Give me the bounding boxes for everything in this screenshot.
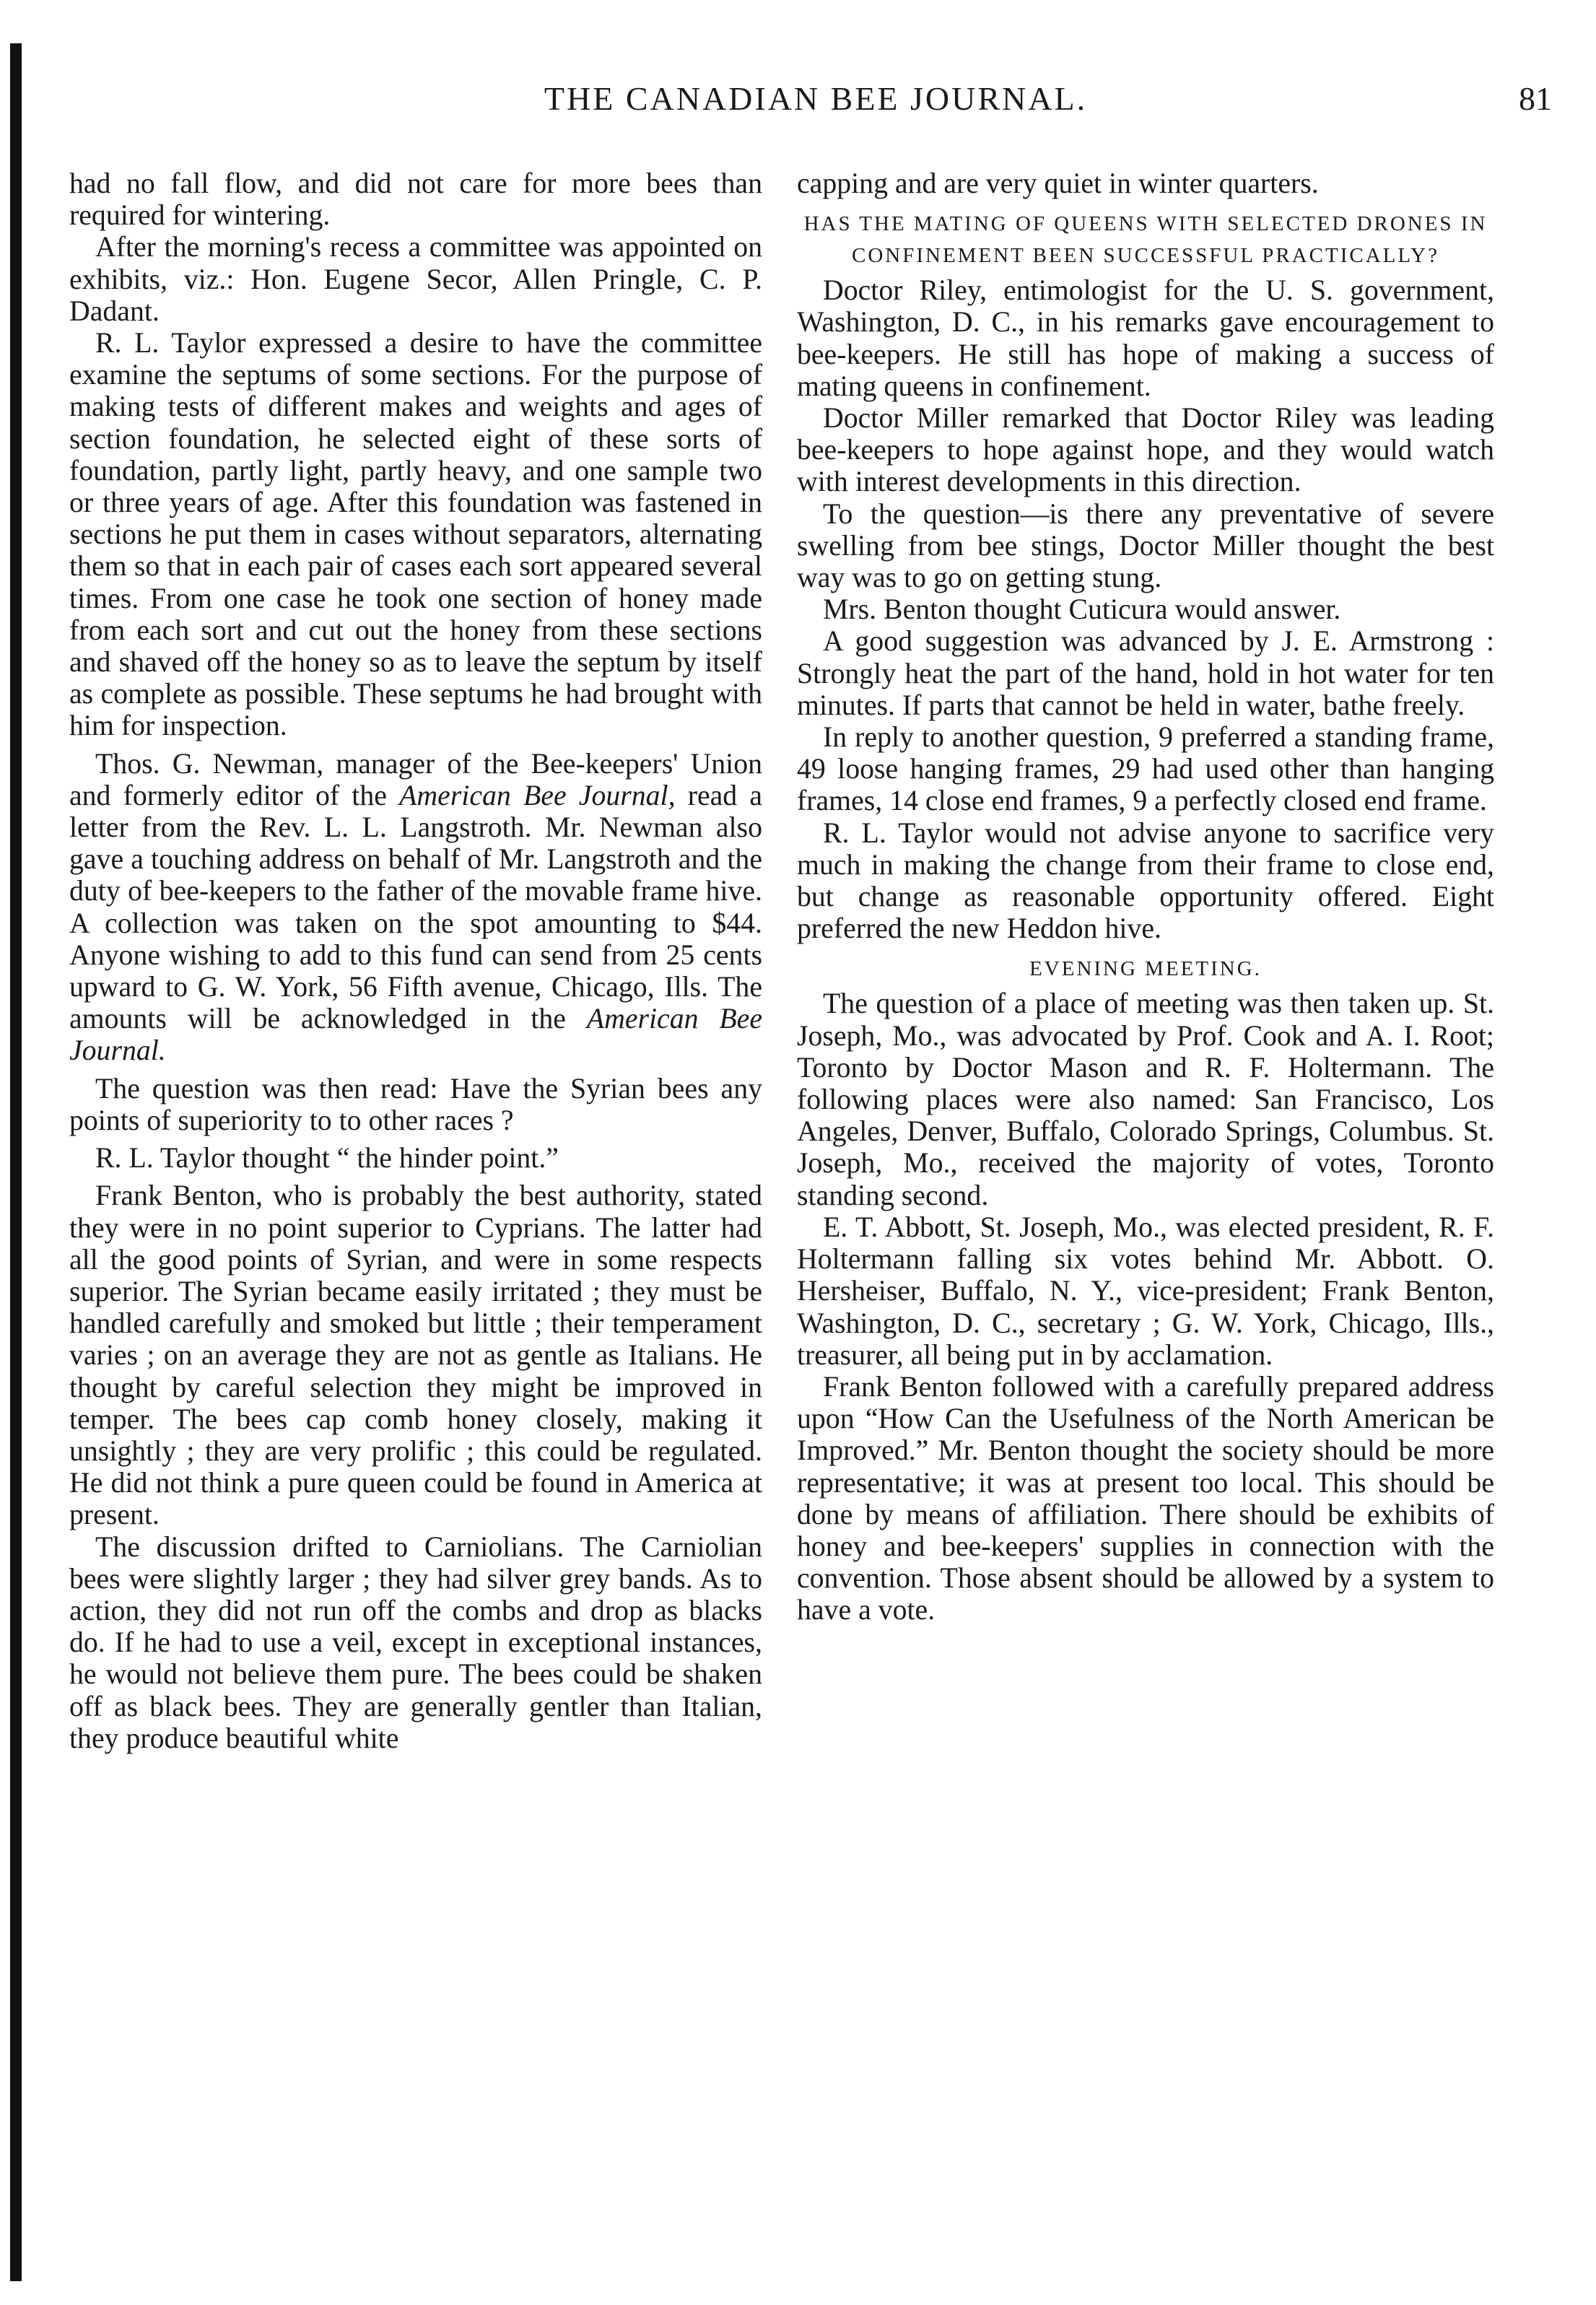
binding-edge [10, 43, 22, 2281]
paragraph-text: read a letter from the Rev. L. L. Langstroth. Mr. Newman also gave a touching address on behalf of Mr. Langstroth and the duty of bee-keepers to the father of the movable frame hive. A collection was taken on the spot amounting to $44. Anyone wishing to add to this fund can send from 25 cents upward to G. W. York, 56 Fifth avenue, Chicago, Ills. The amounts will be acknowledged in the [69, 779, 763, 1035]
paragraph: Mrs. Benton thought Cuticura would answer. [823, 593, 1341, 626]
journal-title: THE CANADIAN BEE JOURNAL. [544, 80, 1088, 117]
paragraph: To the question—is there any preventative of severe swelling from bee stings, Doctor Miller thought the best way was to go on getting stung. [797, 497, 1494, 594]
left-column [69, 167, 762, 1754]
paragraph: In reply to another question, 9 preferred a standing frame, 49 loose hanging frames, 29 had used other than hanging frames, 14 close end frames, 9 a perfectly closed end frame. [797, 721, 1494, 817]
paragraph: R. L. Taylor thought “ the hinder point.” [95, 1142, 559, 1175]
paragraph: The question of a place of meeting was then taken up. St. Joseph, Mo., was advocated by Prof. Cook and A. I. Root; Toronto by Doctor Mason and R. F. Holtermann. The following places were also named: San Francisco, Los Angeles, Denver, Buffalo, Colorado Springs, Columbus. St. Joseph, Mo., received the majority of votes, Toronto standing second. [797, 988, 1494, 1211]
section-heading: HAS THE MATING OF QUEENS WITH SELECTED DRONES IN CONFINEMENT BEEN SUCCESSFUL PRACTICALLY? [803, 212, 1488, 268]
journal-name: American Bee Journal. [69, 1003, 762, 1067]
paragraph: had no fall flow, and did not care for more bees than required for wintering. [69, 167, 762, 232]
journal-name: American Bee Journal, [399, 779, 676, 811]
paragraph: Doctor Riley, entimologist for the U. S. government, Washington, D. C., in his remarks gave encouragement to bee-keepers. He still has hope of making a success of mating queens in confinement. [797, 274, 1494, 402]
paragraph: The question was then read: Have the Syrian bees any points of superiority to to other races ? [69, 1072, 762, 1136]
section-heading: EVENING MEETING. [1029, 957, 1262, 981]
paragraph: Frank Benton followed with a carefully prepared address upon “How Can the Usefulness of the North American be Improved.” Mr. Benton thought the society should be more representative; it was at present too local. This should be done by means of affiliation. There should be exhibits of honey and bee-keepers' supplies in connection with the convention. Those absent should be allowed by a system to have a vote. [797, 1370, 1494, 1626]
paragraph: E. T. Abbott, St. Joseph, Mo., was elected president, R. F. Holtermann falling six votes behind Mr. Abbott. O. Hersheiser, Buffalo, N. Y., vice-president; Frank Benton, Washington, D. C., secretary ; G. W. York, Chicago, Ills., treasurer, all being put in by acclamation. [797, 1211, 1494, 1371]
paragraph: Frank Benton, who is probably the best authority, stated they were in no point superior to Cyprians. The latter had all the good points of Syrian, and were in some respects superior. The Syrian became easily irritated ; they must be handled carefully and smoked but little ; their temperament varies ; on an average they are not as gentle as Italians. He thought by careful selection they might be improved in temper. The bees cap comb honey closely, making it unsightly ; they are very prolific ; this could be regulated. He did not think a pure queen could be found in America at present. [69, 1180, 762, 1531]
paragraph: The discussion drifted to Carniolians. The Carniolian bees were slightly larger ; they had silver grey bands. As to action, they did not run off the combs and drop as blacks do. If he had to use a veil, except in exceptional instances, he would not believe them pure. The bees could be shaken off as black bees. They are generally gentler than Italian, they produce beautiful white [69, 1530, 762, 1754]
paragraph: A good suggestion was advanced by J. E. Armstrong : Strongly heat the part of the hand, hold in hot water for ten minutes. If parts that cannot be held in water, bathe freely. [797, 625, 1494, 721]
page-number: 81 [1519, 80, 1552, 117]
paragraph: After the morning's recess a committee was appointed on exhibits, viz.: Hon. Eugene Secor, Allen Pringle, C. P. Dadant. [69, 231, 762, 327]
right-column [797, 167, 1494, 1626]
paragraph: Doctor Miller remarked that Doctor Riley was leading bee-keepers to hope against hope, and they would watch with interest developments in this direction. [797, 402, 1494, 498]
paragraph: R. L. Taylor would not advise anyone to sacrifice very much in making the change from their frame to close end, but change as reasonable opportunity offered. Eight preferred the new Heddon hive. [797, 816, 1494, 945]
page-header [65, 72, 1566, 130]
paragraph: R. L. Taylor expressed a desire to have the committee examine the septums of some sections. For the purpose of making tests of different makes and weights and ages of section foundation, he selected eight of these sorts of foundation, partly light, partly heavy, and one sample two or three years of age. After this foundation was fastened in sections he put them in cases without separators, alternating them so that in each pair of cases each sort appeared several times. From one case he took one section of honey made from each sort and cut out the honey from these sections and shaved off the honey so as to leave the septum by itself as complete as possible. These septums he had brought with him for inspection. [69, 327, 762, 742]
paragraph-newman [69, 748, 762, 1067]
paragraph-text: Thos. G. Newman, manager of the Bee-keepers' Union and formerly editor of the [69, 747, 762, 811]
paragraph: capping and are very quiet in winter quarters. [797, 167, 1319, 199]
